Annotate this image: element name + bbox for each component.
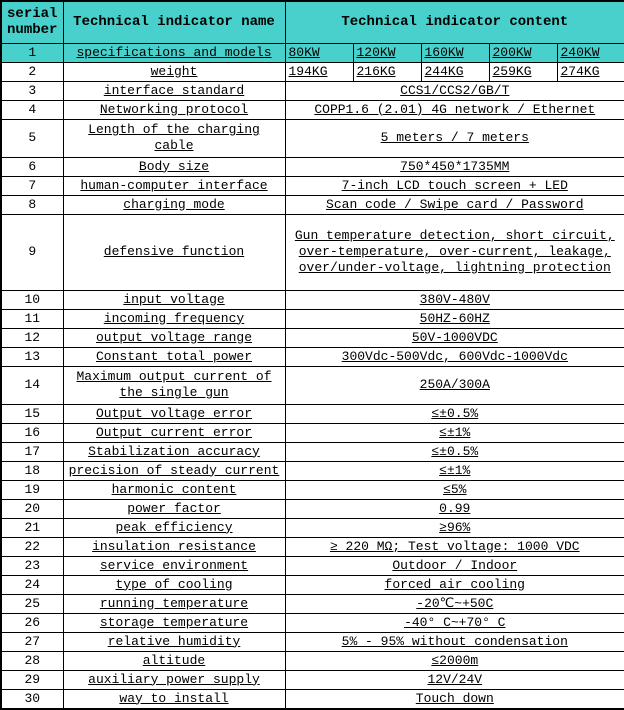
- indicator-name-cell: running temperature: [63, 594, 285, 613]
- serial-number-cell: 4: [1, 100, 63, 119]
- serial-number-cell: 11: [1, 309, 63, 328]
- indicator-content-cell: -40° C~+70° C: [285, 613, 624, 632]
- table-row: [1, 537, 624, 556]
- indicator-content-cell: 750*450*1735MM: [285, 157, 624, 176]
- serial-number-cell: 16: [1, 423, 63, 442]
- model-value-cell: 120KW: [353, 43, 421, 62]
- indicator-content-cell: Gun temperature detection, short circuit, over-temperature, over-current, leakage, over/under-voltage, lightning protection: [285, 214, 624, 290]
- indicator-content-cell: 50HZ-60HZ: [285, 309, 624, 328]
- indicator-content-cell: COPP1.6 (2.01) 4G network / Ethernet: [285, 100, 624, 119]
- model-value-cell: 80KW: [285, 43, 353, 62]
- indicator-content-cell: 50V-1000VDC: [285, 328, 624, 347]
- indicator-content-cell: ≤±0.5%: [285, 442, 624, 461]
- header-indicator-content: Technical indicator content: [285, 1, 624, 43]
- table-row: [1, 119, 624, 157]
- model-value-cell: 200KW: [489, 43, 557, 62]
- model-value-cell: 244KG: [421, 62, 489, 81]
- indicator-name-cell: output voltage range: [63, 328, 285, 347]
- serial-number-cell: 7: [1, 176, 63, 195]
- table-row: [1, 290, 624, 309]
- indicator-name-cell: Maximum output current of the single gun: [63, 366, 285, 404]
- indicator-content-cell: ≤2000m: [285, 651, 624, 670]
- table-row: [1, 651, 624, 670]
- table-row: [1, 81, 624, 100]
- table-row: [1, 461, 624, 480]
- table-row: [1, 480, 624, 499]
- indicator-name-cell: charging mode: [63, 195, 285, 214]
- indicator-content-cell: 300Vdc-500Vdc, 600Vdc-1000Vdc: [285, 347, 624, 366]
- indicator-content-cell: CCS1/CCS2/GB/T: [285, 81, 624, 100]
- indicator-content-cell: ≥ 220 MΩ; Test voltage: 1000 VDC: [285, 537, 624, 556]
- table-row: [1, 43, 624, 62]
- serial-number-cell: 3: [1, 81, 63, 100]
- indicator-name-cell: interface standard: [63, 81, 285, 100]
- serial-number-cell: 30: [1, 689, 63, 709]
- serial-number-cell: 22: [1, 537, 63, 556]
- table-row: [1, 195, 624, 214]
- indicator-name-cell: insulation resistance: [63, 537, 285, 556]
- indicator-content-cell: forced air cooling: [285, 575, 624, 594]
- table-row: [1, 518, 624, 537]
- serial-number-cell: 2: [1, 62, 63, 81]
- serial-number-cell: 1: [1, 43, 63, 62]
- indicator-name-cell: defensive function: [63, 214, 285, 290]
- table-row: [1, 176, 624, 195]
- serial-number-cell: 19: [1, 480, 63, 499]
- indicator-content-cell: 0.99: [285, 499, 624, 518]
- indicator-content-cell: ≤5%: [285, 480, 624, 499]
- serial-number-cell: 20: [1, 499, 63, 518]
- indicator-name-cell: incoming frequency: [63, 309, 285, 328]
- serial-number-cell: 28: [1, 651, 63, 670]
- serial-number-cell: 23: [1, 556, 63, 575]
- indicator-content-cell: -20℃~+50C: [285, 594, 624, 613]
- serial-number-cell: 8: [1, 195, 63, 214]
- indicator-name-cell: relative humidity: [63, 632, 285, 651]
- indicator-content-cell: 12V/24V: [285, 670, 624, 689]
- indicator-content-cell: ≤±1%: [285, 461, 624, 480]
- indicator-name-cell: harmonic content: [63, 480, 285, 499]
- indicator-name-cell: peak efficiency: [63, 518, 285, 537]
- table-row: [1, 575, 624, 594]
- serial-number-cell: 18: [1, 461, 63, 480]
- model-value-cell: 259KG: [489, 62, 557, 81]
- indicator-name-cell: Output current error: [63, 423, 285, 442]
- serial-number-cell: 25: [1, 594, 63, 613]
- indicator-name-cell: power factor: [63, 499, 285, 518]
- indicator-content-cell: Outdoor / Indoor: [285, 556, 624, 575]
- indicator-name-cell: Body size: [63, 157, 285, 176]
- table-row: [1, 214, 624, 290]
- indicator-content-cell: 7-inch LCD touch screen + LED: [285, 176, 624, 195]
- indicator-name-cell: altitude: [63, 651, 285, 670]
- indicator-content-cell: ≤±0.5%: [285, 404, 624, 423]
- model-value-cell: 160KW: [421, 43, 489, 62]
- indicator-name-cell: human-computer interface: [63, 176, 285, 195]
- table-row: [1, 328, 624, 347]
- serial-number-cell: 9: [1, 214, 63, 290]
- indicator-name-cell: specifications and models: [63, 43, 285, 62]
- serial-number-cell: 26: [1, 613, 63, 632]
- indicator-name-cell: way to install: [63, 689, 285, 709]
- indicator-name-cell: type of cooling: [63, 575, 285, 594]
- indicator-content-cell: 380V-480V: [285, 290, 624, 309]
- table-body: [1, 43, 624, 709]
- table-row: [1, 689, 624, 709]
- indicator-name-cell: precision of steady current: [63, 461, 285, 480]
- table-row: [1, 632, 624, 651]
- indicator-name-cell: storage temperature: [63, 613, 285, 632]
- indicator-name-cell: Length of the charging cable: [63, 119, 285, 157]
- indicator-content-cell: ≤±1%: [285, 423, 624, 442]
- header-row: [1, 1, 624, 43]
- indicator-name-cell: Stabilization accuracy: [63, 442, 285, 461]
- table-row: [1, 157, 624, 176]
- model-value-cell: 216KG: [353, 62, 421, 81]
- indicator-content-cell: ≥96%: [285, 518, 624, 537]
- table-row: [1, 499, 624, 518]
- table-row: [1, 347, 624, 366]
- indicator-content-cell: 250A/300A: [285, 366, 624, 404]
- table-row: [1, 594, 624, 613]
- serial-number-cell: 5: [1, 119, 63, 157]
- table-header: [1, 1, 624, 43]
- serial-number-cell: 12: [1, 328, 63, 347]
- serial-number-cell: 6: [1, 157, 63, 176]
- header-indicator-name: Technical indicator name: [63, 1, 285, 43]
- indicator-name-cell: Constant total power: [63, 347, 285, 366]
- table-row: [1, 404, 624, 423]
- indicator-content-cell: 5% - 95% without condensation: [285, 632, 624, 651]
- indicator-name-cell: auxiliary power supply: [63, 670, 285, 689]
- serial-number-cell: 17: [1, 442, 63, 461]
- serial-number-cell: 24: [1, 575, 63, 594]
- indicator-content-cell: Scan code / Swipe card / Password: [285, 195, 624, 214]
- indicator-name-cell: service environment: [63, 556, 285, 575]
- serial-number-cell: 10: [1, 290, 63, 309]
- serial-number-cell: 29: [1, 670, 63, 689]
- indicator-content-cell: 5 meters / 7 meters: [285, 119, 624, 157]
- table-row: [1, 670, 624, 689]
- indicator-name-cell: weight: [63, 62, 285, 81]
- model-value-cell: 194KG: [285, 62, 353, 81]
- model-value-cell: 274KG: [557, 62, 624, 81]
- indicator-name-cell: Networking protocol: [63, 100, 285, 119]
- model-value-cell: 240KW: [557, 43, 624, 62]
- serial-number-cell: 14: [1, 366, 63, 404]
- serial-number-cell: 13: [1, 347, 63, 366]
- table-row: [1, 423, 624, 442]
- serial-number-cell: 27: [1, 632, 63, 651]
- header-serial-number: serial number: [1, 1, 63, 43]
- table-row: [1, 100, 624, 119]
- table-row: [1, 366, 624, 404]
- table-row: [1, 442, 624, 461]
- table-row: [1, 613, 624, 632]
- indicator-name-cell: Output voltage error: [63, 404, 285, 423]
- table-row: [1, 309, 624, 328]
- table-row: [1, 556, 624, 575]
- serial-number-cell: 15: [1, 404, 63, 423]
- indicator-name-cell: input voltage: [63, 290, 285, 309]
- indicator-content-cell: Touch down: [285, 689, 624, 709]
- table-row: [1, 62, 624, 81]
- serial-number-cell: 21: [1, 518, 63, 537]
